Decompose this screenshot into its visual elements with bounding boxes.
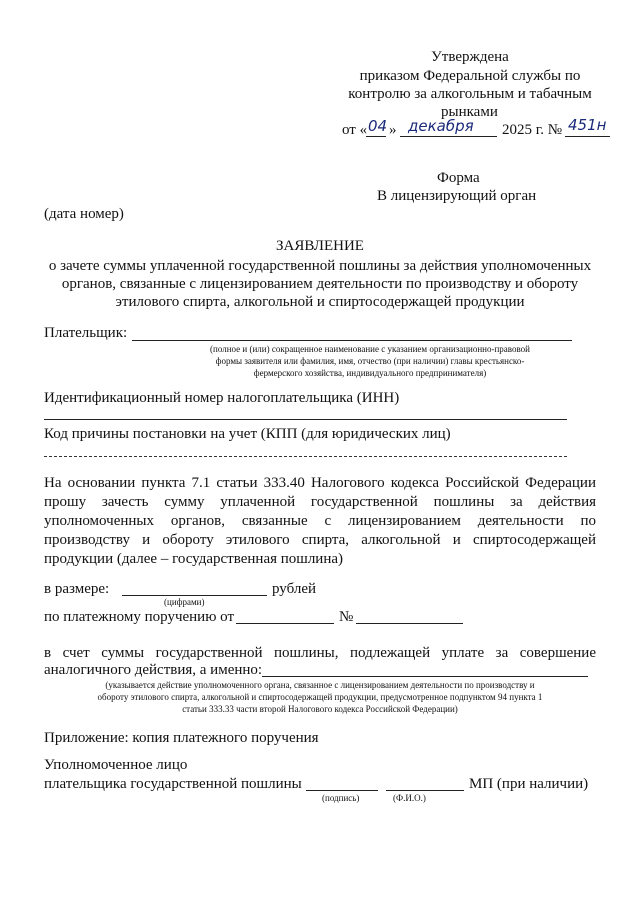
amount-currency: рублей <box>272 581 317 597</box>
inn-line[interactable] <box>44 419 567 420</box>
amount-line[interactable] <box>122 595 267 596</box>
subtitle-line-3: этилового спирта, алкогольной и спиртосодержащей продукции <box>115 294 525 310</box>
basis-line-5: продукции (далее – государственная пошлина) <box>44 551 344 567</box>
payment-order-number-line[interactable] <box>356 623 463 624</box>
offset-note-2: обороту этилового спирта, алкогольной и спиртосодержащей продукции, предусмотренное подпунктом 94 пункта 1 <box>97 692 543 702</box>
order-number-handwritten: 451н <box>568 116 607 134</box>
payer-line[interactable] <box>132 340 572 341</box>
amount-label: в размере: <box>44 581 110 597</box>
date-prefix: от « <box>342 122 368 138</box>
payment-order-number-sign: № <box>339 609 354 625</box>
signature-sign-line[interactable] <box>306 790 378 791</box>
payer-note-2: формы заявителя или фамилия, имя, отчество (при наличии) главы крестьянско- <box>215 356 525 366</box>
offset-line-1: в счет суммы государственной пошлины, подлежащей уплате за совершение <box>44 645 596 661</box>
amount-note: (цифрами) <box>164 597 205 607</box>
approval-line-4: рынками <box>441 104 498 120</box>
signature-note-sign: (подпись) <box>322 793 360 803</box>
form-label: Форма <box>437 170 480 186</box>
inn-label: Идентификационный номер налогоплательщика (ИНН) <box>44 390 400 406</box>
basis-line-2-wrap <box>44 495 596 510</box>
attachment: Приложение: копия платежного поручения <box>44 730 319 746</box>
subtitle-line-2: органов, связанные с лицензированием деятельности по производству и обороту <box>61 276 579 292</box>
approval-line-2: приказом Федеральной службы по <box>359 68 581 84</box>
signature-line-1: Уполномоченное лицо <box>44 757 188 773</box>
basis-line-2: прошу зачесть сумму уплаченной государственной пошлины за действия <box>44 494 596 510</box>
offset-line-2: аналогичного действия, а именно: <box>44 662 263 678</box>
payer-label: Плательщик: <box>44 325 128 341</box>
basis-line-1: На основании пункта 7.1 статьи 333.40 Налогового кодекса Российской Федерации <box>44 475 596 491</box>
signature-note-name: (Ф.И.О.) <box>393 793 426 803</box>
payment-order-date-line[interactable] <box>236 623 334 624</box>
date-year: 2025 г. № <box>502 122 563 138</box>
payment-order-label: по платежному поручению от <box>44 609 235 625</box>
date-month-line <box>400 136 497 137</box>
payer-note-3: фермерского хозяйства, индивидуального предпринимателя) <box>253 368 487 378</box>
date-mid: » <box>389 122 397 138</box>
offset-note-3: статьи 333.33 части второй Налогового кодекса Российской Федерации) <box>182 704 458 714</box>
payer-note-1: (полное и (или) сокращенное наименование с указанием организационно-правовой <box>210 344 530 354</box>
date-day-handwritten: 04 <box>368 117 388 135</box>
page-title: ЗАЯВЛЕНИЕ <box>276 238 364 254</box>
offset-note-1: (указывается действие уполномоченного органа, связанное с лицензированием деятельности по производству и <box>105 680 535 690</box>
stamp-label: МП (при наличии) <box>469 776 589 792</box>
signature-line-2: плательщика государственной пошлины <box>44 776 302 792</box>
approval-line-3: контролю за алкогольным и табачным <box>348 86 592 102</box>
approval-line-1: Утверждена <box>431 49 509 65</box>
kpp-label: Код причины постановки на учет (КПП (для юридических лиц) <box>44 426 451 442</box>
basis-line-3: уполномоченных органов, связанные с лицензированием деятельности по <box>44 513 596 529</box>
basis-line-4: производству и обороту этилового спирта, алкогольной и спиртосодержащей <box>44 532 596 548</box>
recipient: В лицензирующий орган <box>377 188 537 204</box>
kpp-line[interactable] <box>44 456 567 457</box>
order-number-line <box>565 136 610 137</box>
offset-line[interactable] <box>262 676 588 677</box>
date-month-handwritten: декабря <box>408 117 474 135</box>
signature-name-line[interactable] <box>386 790 464 791</box>
date-day-line <box>366 136 386 137</box>
date-number: (дата номер) <box>44 206 124 222</box>
subtitle-line-1: о зачете суммы уплаченной государственной пошлины за действия уполномоченных <box>48 258 592 274</box>
